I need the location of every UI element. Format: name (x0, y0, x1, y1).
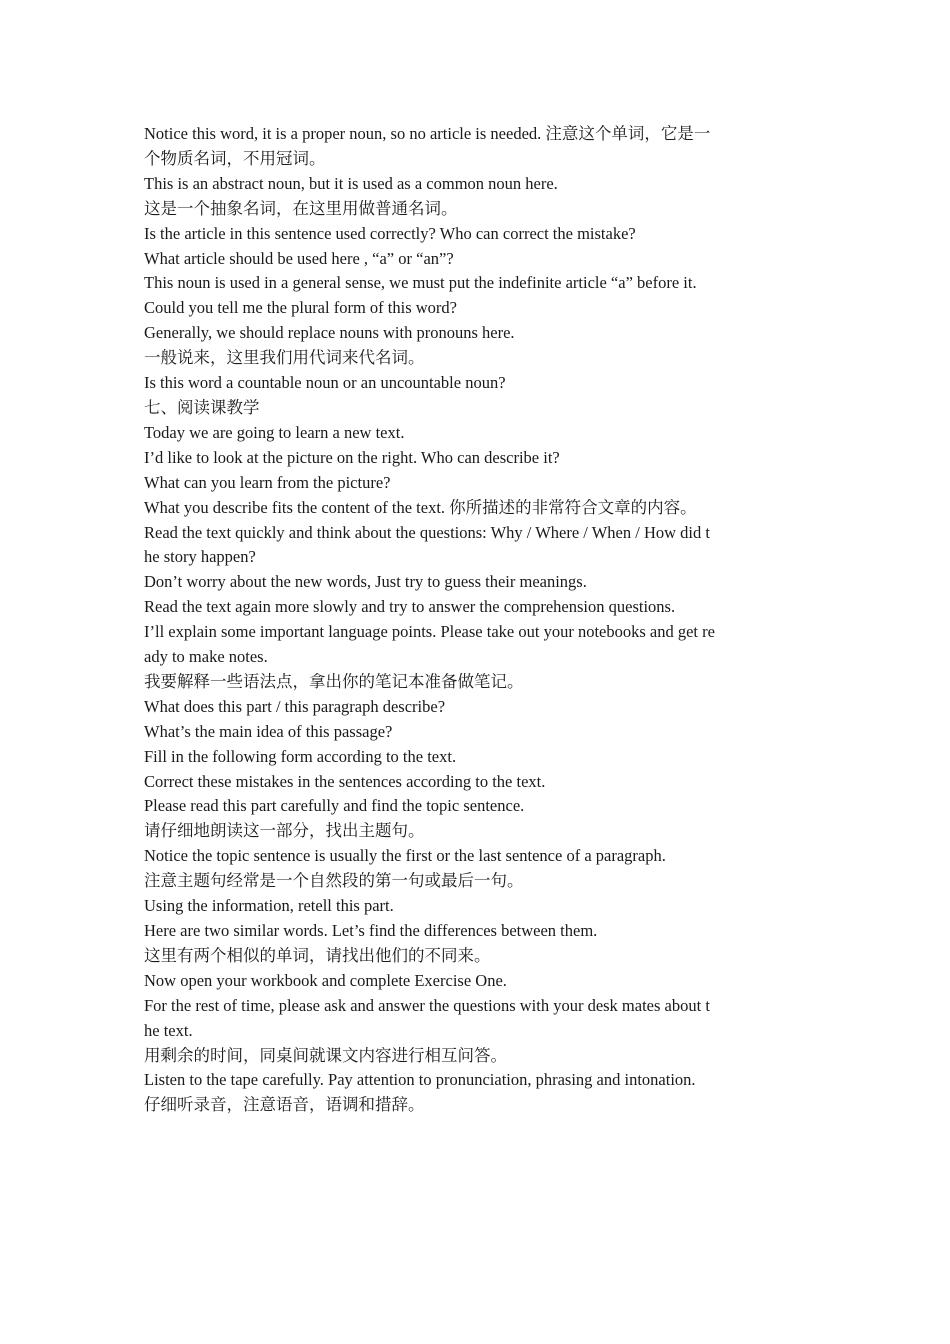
section-heading: 七、阅读课教学 (144, 397, 260, 417)
text-line: he story happen? (144, 547, 256, 567)
text-line: ady to make notes. (144, 647, 268, 667)
text-line: Is the article in this sentence used correctly? Who can correct the mistake? (144, 223, 636, 243)
text-line: I’ll explain some important language points. Please take out your notebooks and get re (144, 622, 715, 642)
text-line: I’d like to look at the picture on the right. Who can describe it? (144, 447, 560, 467)
text-line: Read the text again more slowly and try to answer the comprehension questions. (144, 597, 676, 617)
text-line: Please read this part carefully and find the topic sentence. (144, 796, 525, 816)
text-line: Listen to the tape carefully. Pay attention to pronunciation, phrasing and intonation. (144, 1070, 696, 1090)
text-line: Using the information, retell this part. (144, 896, 394, 916)
text-line: 这是一个抽象名词，在这里用做普通名词。 (144, 198, 458, 218)
text-line: Here are two similar words. Let’s find the differences between them. (144, 921, 598, 940)
text-line: he text. (144, 1020, 193, 1040)
text-line: This is an abstract noun, but it is used as a common noun here. (144, 173, 558, 193)
text-line: What article should be used here , “a” or “an”? (144, 248, 454, 268)
text-line: Could you tell me the plural form of this word? (144, 298, 457, 318)
text-line: Read the text quickly and think about the questions: Why / Where / When / How did t (144, 522, 710, 542)
text-line: Notice this word, it is a proper noun, so no article is needed. 注意这个单词，它是一 (144, 124, 711, 143)
text-line: 个物质名词，不用冠词。 (144, 148, 326, 168)
text-line: 请仔细地朗读这一部分，找出主题句。 (144, 821, 425, 841)
text-line: What can you learn from the picture? (144, 472, 391, 492)
text-line: What’s the main idea of this passage? (144, 721, 393, 741)
text-line: Is this word a countable noun or an uncountable noun? (144, 373, 506, 393)
text-line: What does this part / this paragraph describe? (144, 696, 446, 716)
text-line: Generally, we should replace nouns with pronouns here. (144, 323, 515, 343)
text-line: This noun is used in a general sense, we must put the indefinite article “a” before it. (144, 273, 697, 293)
text-line: Don’t worry about the new words, Just try to guess their meanings. (144, 572, 587, 592)
text-line: 用剩余的时间，同桌间就课文内容进行相互问答。 (144, 1045, 507, 1065)
text-line: Notice the topic sentence is usually the first or the last sentence of a paragraph. (144, 846, 666, 866)
text-line: 一般说来，这里我们用代词来代名词。 (144, 348, 425, 368)
text-line: Fill in the following form according to the text. (144, 746, 457, 766)
text-line: 仔细听录音，注意语音，语调和措辞。 (144, 1095, 425, 1115)
text-line: What you describe fits the content of the text. 你所描述的非常符合文章的内容。 (144, 497, 697, 517)
text-line: Now open your workbook and complete Exercise One. (144, 970, 507, 990)
text-line: For the rest of time, please ask and answer the questions with your desk mates about t (144, 995, 710, 1015)
document-page (144, 122, 808, 1118)
text-line: 注意主题句经常是一个自然段的第一句或最后一句。 (144, 871, 524, 891)
text-line: Today we are going to learn a new text. (144, 422, 405, 442)
text-line: 我要解释一些语法点，拿出你的笔记本准备做笔记。 (144, 671, 524, 691)
text-line: Correct these mistakes in the sentences according to the text. (144, 771, 546, 791)
text-line: 这里有两个相似的单词，请找出他们的不同来。 (144, 945, 491, 965)
